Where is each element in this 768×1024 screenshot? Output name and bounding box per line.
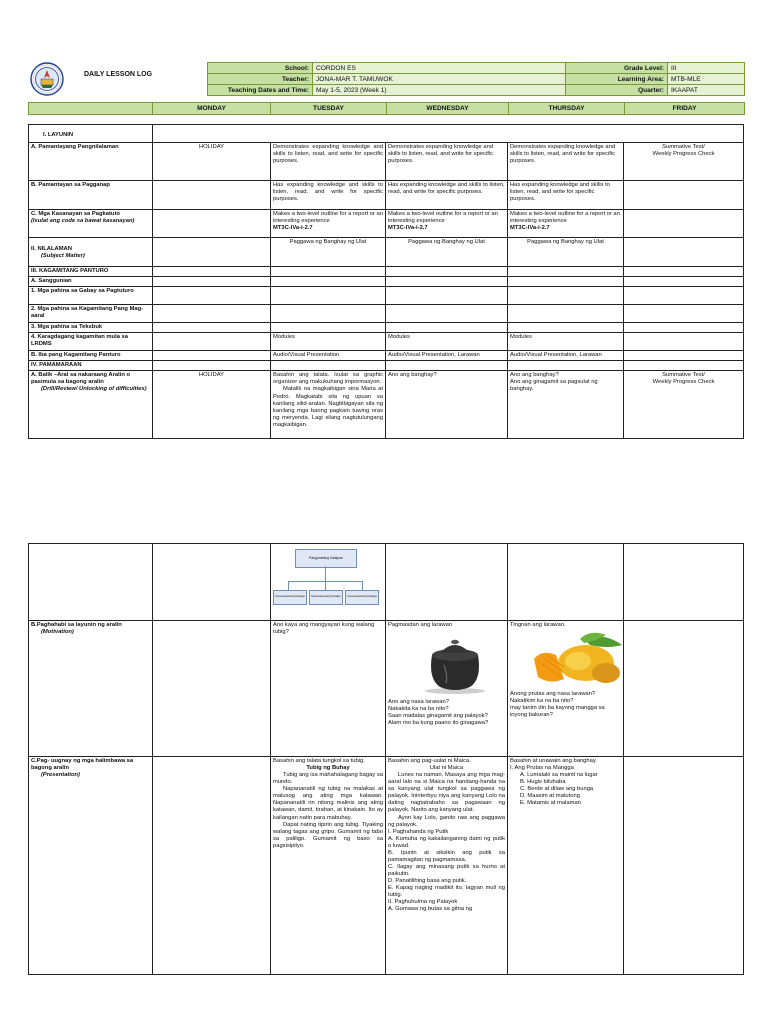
paghahabi-monday <box>153 621 271 757</box>
organizer-right-box <box>345 590 379 605</box>
tubig-paragraph-1: Tubig ang isa mahahalagang bagay sa mundo. <box>273 772 383 786</box>
organizer-connector <box>288 581 289 590</box>
teacher-label: Teacher: <box>208 74 313 85</box>
lesson-table-2 <box>28 543 744 975</box>
row-a-tuesday: Demonstrates expanding knowledge and skills to listen, read, and write for specific purposes. <box>271 143 386 181</box>
ulat-intro: Basahin ang pag-uulat ni Maica. <box>388 758 471 764</box>
nilalaman-thursday: Paggawa ng Banghay ng Ulat <box>508 238 624 267</box>
lrdms-label: 4. Karagdagang kagamitan mula sa LRDMS <box>29 333 153 351</box>
row-b-monday <box>153 181 271 210</box>
school-label: School: <box>208 63 313 74</box>
row-b-tuesday: Has expanding knowledge and skills to listen, read, and write for specific purposes. <box>271 181 386 210</box>
teacher-value: JONA-MAR T. TAMUWOK <box>313 74 566 85</box>
balik-aral-thu-q2: Ano ang ginagamit sa pagsulat ng banghay. <box>510 379 598 393</box>
row-b-friday <box>624 181 744 210</box>
pag-uugnay-label: C.Pag- uugnay ng mga halimbawa sa bagong aralin <box>31 758 134 772</box>
ulat-step: D. Panatilihing basa ang putik. <box>388 878 467 885</box>
pag-uugnay-tuesday <box>271 757 386 975</box>
lrdms-thursday: Modules <box>508 333 624 351</box>
sanggunian-label: A. Sanggunian <box>29 277 153 287</box>
grade-label: Grade Level: <box>566 63 668 74</box>
paghahabi-wednesday <box>386 621 508 757</box>
t2-first-tuesday <box>271 544 386 621</box>
pag-uugnay-sublabel: (Presentation) <box>41 772 80 779</box>
organizer-middle-box <box>309 590 343 605</box>
quarter-label: Quarter: <box>566 85 668 96</box>
row-c-wednesday <box>386 210 508 238</box>
tubig-intro: Basahin ang talata tungkol sa tubig. <box>273 758 365 764</box>
day-blank <box>29 103 153 115</box>
row-b-label: B. Pamantayan sa Pagganap <box>29 181 153 210</box>
mango-question-2: Nakatikim ka na ba nito? <box>510 698 574 705</box>
nilalaman-friday <box>624 238 744 267</box>
kagamitan-wednesday: Audio/Visual Presentation, Larawan <box>386 351 508 361</box>
day-tuesday: TUESDAY <box>271 103 387 115</box>
row-b-wednesday: Has expanding knowledge and skills to listen, read, and write for specific purposes. <box>386 181 508 210</box>
pag-uugnay-thursday <box>508 757 624 975</box>
paghahabi-tuesday: Ano kaya ang mangyayari kung walang tubig? <box>271 621 386 757</box>
row-c-thu-text: Makes a two-level outline for a report or an interesting experience <box>510 211 620 225</box>
organizer-top-box <box>295 549 357 568</box>
row-a-wednesday: Demonstrates expanding knowledge and skills to listen, read, and write for specific purposes. <box>386 143 508 181</box>
ulat-step: C. Ilagay ang minasang putik sa hurno at paikutin. <box>388 863 505 877</box>
row-c-thursday <box>508 210 624 238</box>
row-c-monday <box>153 210 271 238</box>
balik-aral-thu-q1: Ano ang banghay? <box>510 372 559 379</box>
layunin-empty <box>153 125 744 143</box>
mango-image <box>520 631 624 689</box>
school-value: CORDON ES <box>313 63 566 74</box>
friday-progress: Weekly Progress Check <box>652 151 715 158</box>
document-title: DAILY LESSON LOG <box>84 71 153 78</box>
row-a-thursday: Demonstrates expanding knowledge and skills to listen, read, and write for specific purposes. <box>508 143 624 181</box>
area-value: MTB-MLE <box>668 74 745 85</box>
row-c-wed-code: MT3C-IVa-i-2.7 <box>388 225 428 232</box>
balik-aral-label: A. Balik –Aral sa nakaraang Aralin o pasimula sa bagong aralin <box>31 372 131 386</box>
nilalaman-tuesday: Paggawa ng Banghay ng Ulat <box>271 238 386 267</box>
row-c-wed-text: Makes a two-level outline for a report or an interesting experience <box>388 211 498 225</box>
area-label: Learning Area: <box>566 74 668 85</box>
banghay-item: I. Ang Prutas na Mangga <box>510 765 574 772</box>
kagamitang-mag-aaral-label: 2. Mga pahina sa Kagamitang Pang Mag-aaral <box>29 305 153 323</box>
pot-question-3: Saan madalas ginagamit ang palayok? <box>388 713 488 720</box>
row-c-friday <box>624 210 744 238</box>
banghay-item: A. Lumalaki sa mainit na lugar <box>520 772 598 779</box>
t2-first-thursday <box>508 544 624 621</box>
banghay-item: E. Matamis at malaman <box>520 800 581 807</box>
ulat-paragraph-2: Ayon kay Lolo, ganito raw ang paggawa ng palayok. <box>388 814 505 828</box>
dates-value: May 1-5, 2023 (Week 1) <box>313 85 566 96</box>
balik-aral-tue-paragraph: Matalik na magkaibigan sina Maria at Pedro. Magkatabi sila ng upuan sa kanilang silid-aralan. Nagbibigayan sila ng kanilang mga baong pagkain tuwing oras ng meryenda. Lagi silang nagtutulungang magkaibigan. <box>273 386 383 428</box>
organizer-right-label: Sumusuportang Detalye <box>346 594 377 598</box>
pag-uugnay-wednesday <box>386 757 508 975</box>
pag-uugnay-friday <box>624 757 744 975</box>
balik-aral-sublabel: (Drill/Review/ Unlocking of difficulties) <box>41 386 147 393</box>
ulat-step: E. Kapag naging madikit ito, lagyan muli ng tubig. <box>388 885 505 899</box>
nilalaman-cell <box>29 238 153 267</box>
pamamaraan-label: IV. PAMAMARAAN <box>29 361 153 371</box>
pag-uugnay-cell <box>29 757 153 975</box>
ulat-title: Ulat ni Maica <box>429 765 464 772</box>
tubig-paragraph-2: Napananatili ng tubig na malakas at malusog ang ating mga katawan. Napananatili rin nitong malinis ang ating katawan, damit, tirahan, at kinakain. Ito ay kailangan natin para mabuhay. <box>273 786 383 821</box>
balik-friday-summative: Summative Test/ <box>662 372 705 379</box>
balik-aral-thursday <box>508 371 624 439</box>
ulat-step: I. Paghahanda ng Putik <box>388 828 449 835</box>
grade-value: III <box>668 63 745 74</box>
balik-aral-monday: HOLIDAY <box>153 371 271 439</box>
organizer-connector <box>362 581 363 590</box>
kagamitan-tuesday: Audio/Visual Presentation <box>271 351 386 361</box>
row-a-label: A. Pamantayang Pangnilalaman <box>29 143 153 181</box>
mango-question-3: may tanim din ba kayong mangga sa inyong bakuran? <box>510 705 605 719</box>
pot-question-1: Ano ang nasa larawan? <box>388 699 449 706</box>
paghahabi-friday <box>624 621 744 757</box>
teksbuk-label: 3. Mga pahina sa Teksbuk <box>29 323 153 333</box>
layunin-heading: I. LAYUNIN <box>29 125 153 143</box>
nilalaman-monday <box>153 238 271 267</box>
kagamitan-label: III. KAGAMITANG PANTURO <box>29 267 153 277</box>
row-c-tue-text: Makes a two-level outline for a report or an interesting experience <box>273 211 383 225</box>
friday-summative: Summative Test/ <box>662 144 705 150</box>
banghay-item: B. Hugis biluhaba <box>520 779 566 786</box>
ulat-step: II. Paghuhulma ng Palayok <box>388 899 458 906</box>
quarter-value: IKAAPAT <box>668 85 745 96</box>
tubig-paragraph-3: Dapat nating tipirin ang tubig. Tiyaking walang tagas ang gripo. Gumamit ng tabo sa paliligo. Gumamit ng baso sa pagsisipilyo. <box>273 821 383 849</box>
deped-seal-icon <box>30 62 64 96</box>
weekday-header <box>28 102 745 115</box>
paghahabi-sublabel: (Motivation) <box>41 629 74 636</box>
row-a-friday <box>624 143 744 181</box>
day-monday: MONDAY <box>153 103 271 115</box>
organizer-left-label: Sumusuportang Detalye <box>274 594 305 598</box>
paghahabi-wed-instruction: Pagmasdan ang larawan <box>388 622 453 628</box>
row-c-label-cell <box>29 210 153 238</box>
balik-friday-progress: Weekly Progress Check <box>652 379 715 386</box>
balik-aral-cell <box>29 371 153 439</box>
organizer-top-label: Pangunahing Kaisipan <box>309 556 343 560</box>
balik-aral-tue-instruction: Basahin ang talata. Isulat sa graphic organizer ang makukuhang impormasyon. <box>273 372 383 386</box>
ulat-step: B. Ipunin at siksikin ang putik sa pamamagitan ng pagmamasa. <box>388 849 505 863</box>
t2-first-monday <box>153 544 271 621</box>
gabay-label: 1. Mga pahina sa Gabay sa Pagtuturo <box>29 287 153 305</box>
t2-first-friday <box>624 544 744 621</box>
organizer-connector <box>325 566 326 581</box>
lesson-table-1 <box>28 124 744 439</box>
row-c-tuesday <box>271 210 386 238</box>
banghay-intro: Basahin at unawain ang banghay. <box>510 758 597 764</box>
organizer-connector <box>325 581 326 590</box>
paghahabi-thursday <box>508 621 624 757</box>
row-c-thu-code: MT3C-IVa-i-2.7 <box>510 225 550 232</box>
row-c-sublabel: (Isulat ang code sa bawat kasanayan) <box>31 218 135 225</box>
ulat-step: A. Gumawa ng butas sa gitna ng <box>388 906 473 913</box>
paghahabi-thu-instruction: Tingnan ang larawan. <box>510 622 566 628</box>
banghay-item: D. Maasim at matutong <box>520 793 580 800</box>
t2-first-wednesday <box>386 544 508 621</box>
iba-pang-kagamitan-label: B. Iba pang Kagamitang Panturo <box>29 351 153 361</box>
ulat-step: A. Kumuha ng kakailanganing dami ng putik o luwad. <box>388 835 505 849</box>
pot-question-4: Alam mo ba kung paano ito ginagawa? <box>388 720 489 727</box>
balik-aral-tuesday <box>271 371 386 439</box>
graphic-organizer <box>273 544 379 618</box>
paghahabi-cell <box>29 621 153 757</box>
row-a-monday: HOLIDAY <box>153 143 271 181</box>
day-thursday: THURSDAY <box>509 103 625 115</box>
row-c-label: C. Mga Kasanayan sa Pagkatuto <box>31 211 120 217</box>
organizer-left-box <box>273 590 307 605</box>
lrdms-wednesday: Modules <box>386 333 508 351</box>
lrdms-tuesday: Modules <box>271 333 386 351</box>
day-friday: FRIDAY <box>625 103 745 115</box>
row-b-thursday: Has expanding knowledge and skills to listen, read, and write for specific purposes. <box>508 181 624 210</box>
kagamitan-thursday: Audio/Visual Presentation, Larawan <box>508 351 624 361</box>
organizer-middle-label: Sumusuportang Detalye <box>310 594 341 598</box>
header-info-table <box>207 62 745 96</box>
clay-pot-image <box>410 631 500 697</box>
pot-question-2: Nakakita ka na ba nito? <box>388 706 449 713</box>
balik-aral-friday <box>624 371 744 439</box>
mango-question-1: Anong prutas ang nasa larawan? <box>510 691 596 698</box>
balik-aral-wednesday: Ano ang banghay? <box>386 371 508 439</box>
nilalaman-sublabel: (Subject Matter) <box>41 253 85 260</box>
row-c-tue-code: MT3C-IVa-i-2.7 <box>273 225 313 232</box>
day-wednesday: WEDNESDAY <box>387 103 509 115</box>
paghahabi-label: B.Paghahabi sa layunin ng aralin <box>31 622 122 628</box>
dates-label: Teaching Dates and Time: <box>208 85 313 96</box>
nilalaman-wednesday: Paggawa ng Banghay ng Ulat <box>386 238 508 267</box>
banghay-item: C. Berde at dilaw ang bunga <box>520 786 594 793</box>
pag-uugnay-monday <box>153 757 271 975</box>
ulat-paragraph-1: Lunes na naman. Masaya ang mga mag-aaral lalo na si Maica na handang-handa na sa kanyang ulat tungkol sa paggawa ng palayok. Ininterbyu niya ang kanyang Lolo na dating nagtatrabaho sa pagawaan ng palayok. Narito ang kanyang ulat. <box>388 772 505 814</box>
tubig-title: Tubig ng Buhay <box>306 765 350 772</box>
nilalaman-label: II. NILALAMAN <box>31 246 72 252</box>
t2-first-label <box>29 544 153 621</box>
